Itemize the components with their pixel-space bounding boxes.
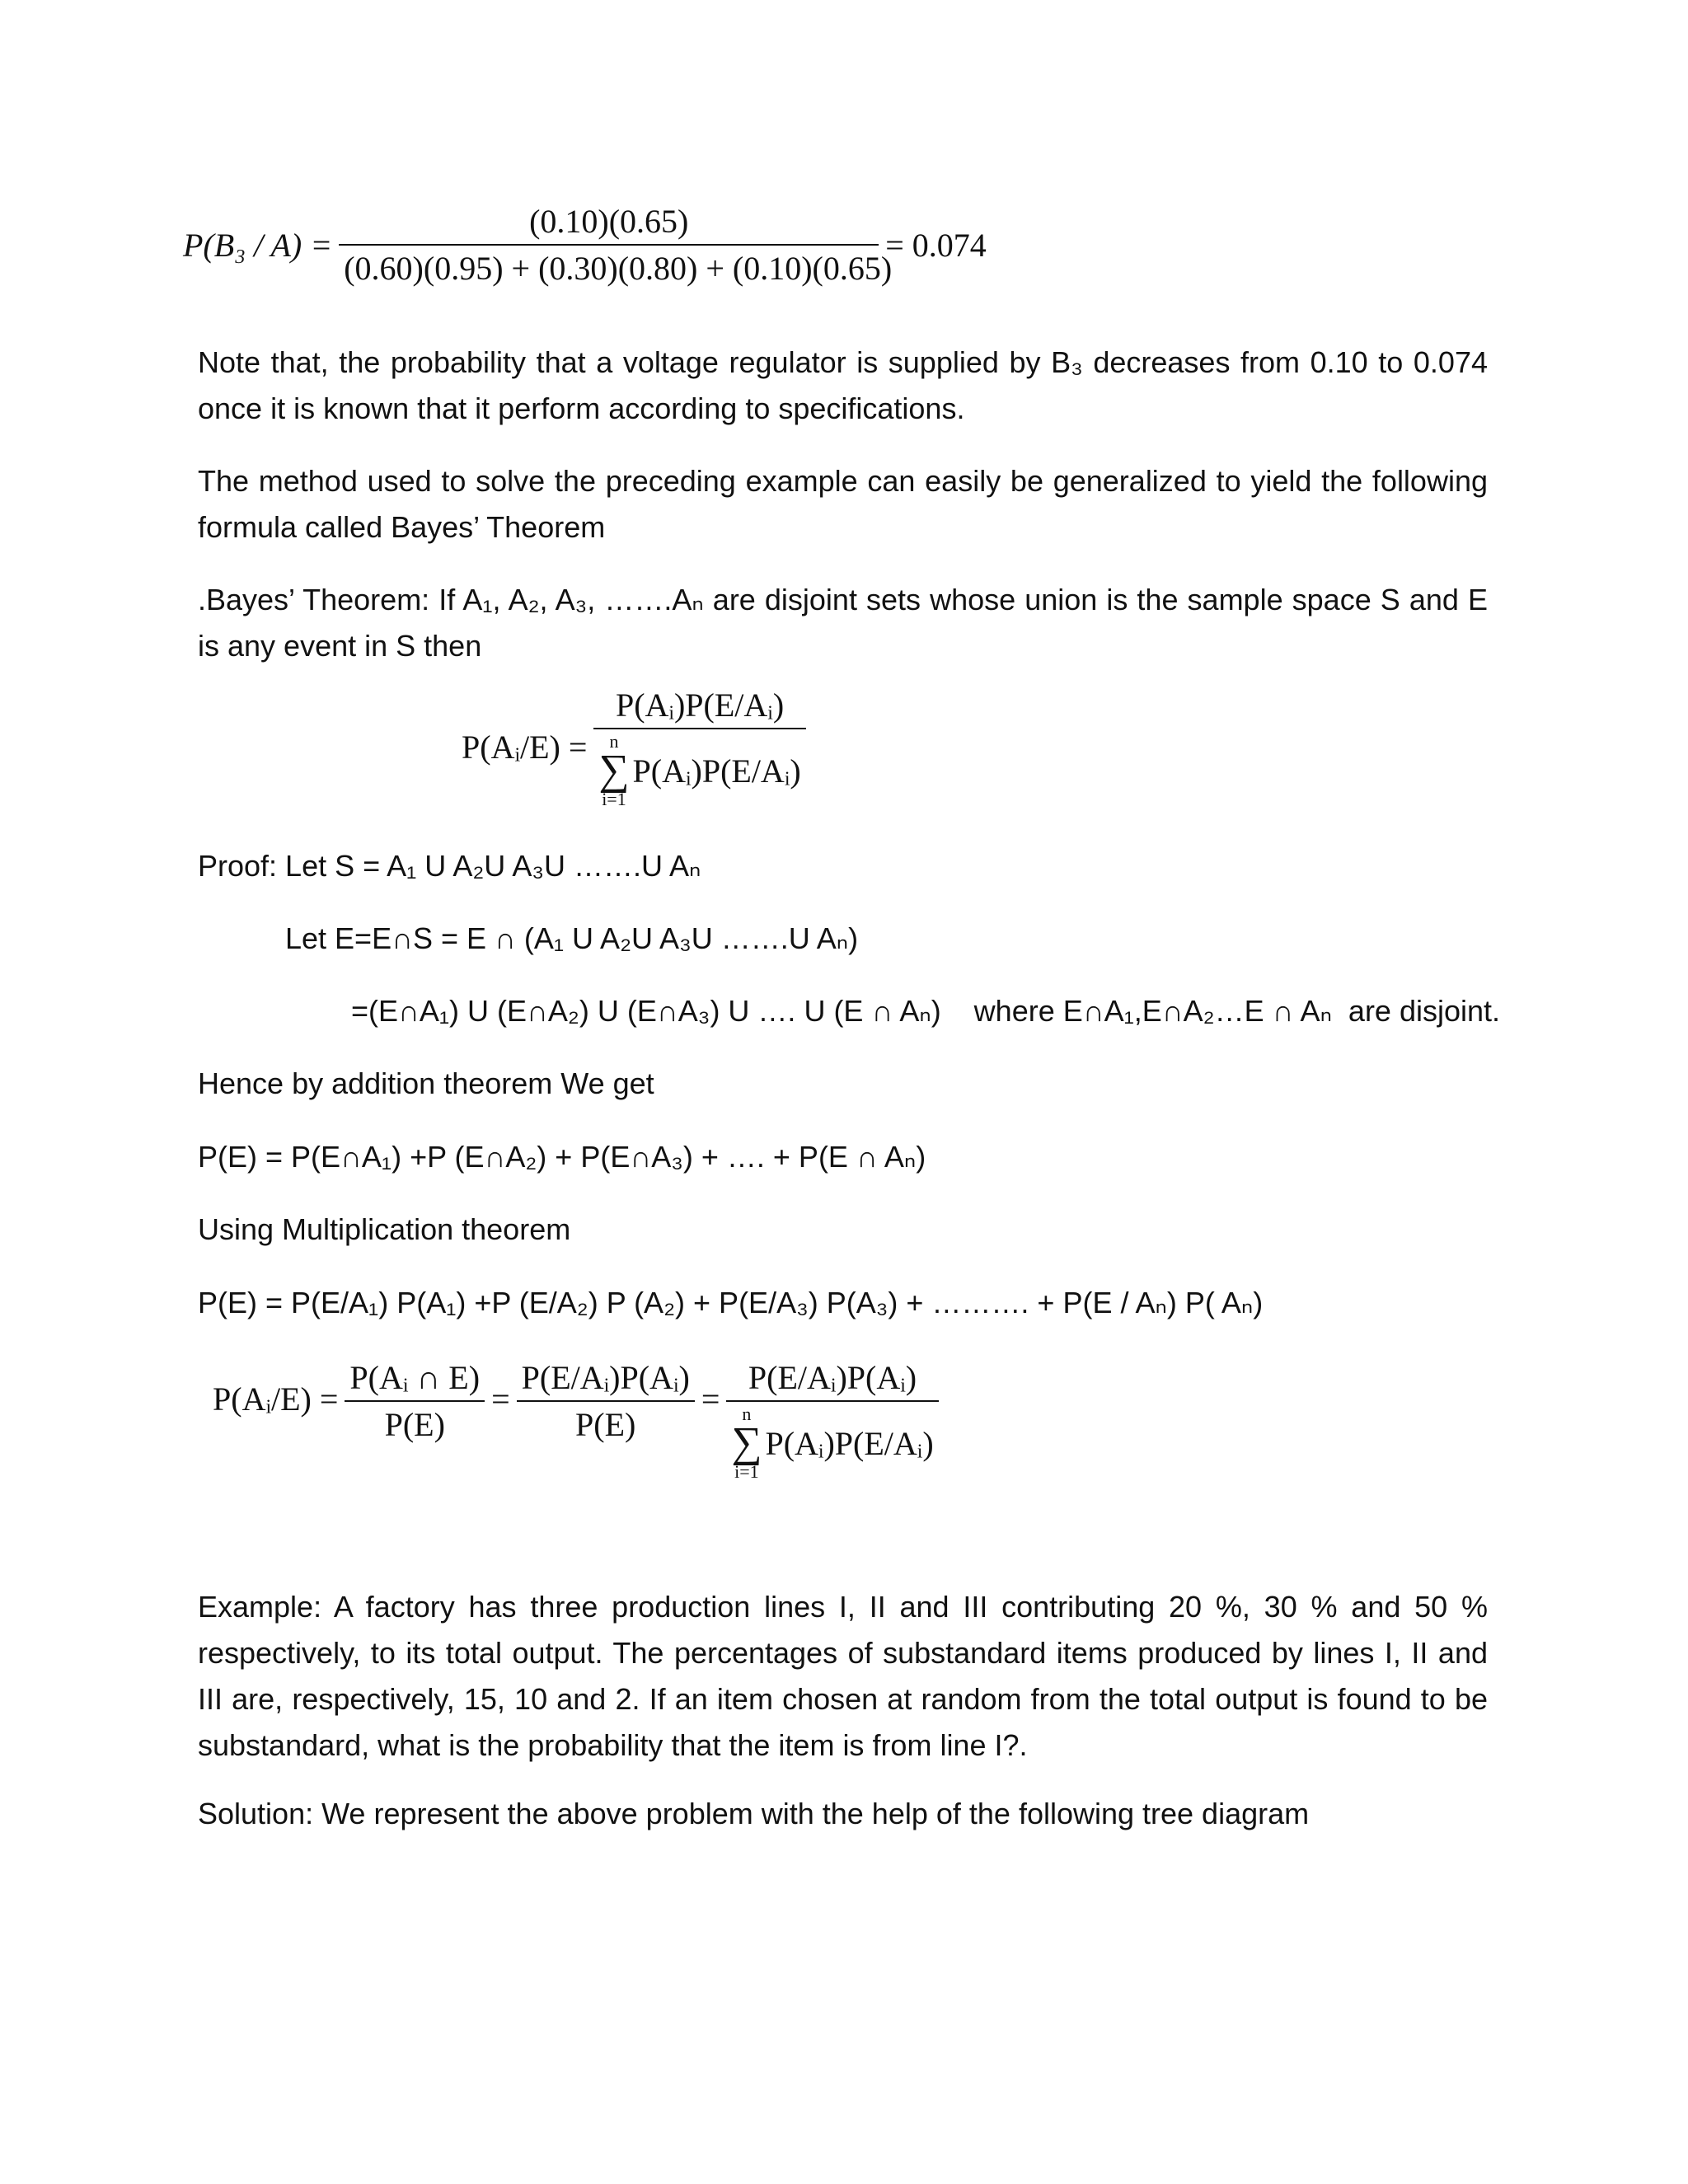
fraction-denominator: (0.60)(0.95) + (0.30)(0.80) + (0.10)(0.65) xyxy=(339,244,879,288)
fraction-denominator xyxy=(593,728,805,808)
proof-line-3: =(E∩A₁) U (E∩A₂) U (E∩A₃) U …. U (E ∩ Aₙ) where E∩A₁,E∩A₂…E ∩ Aₙ are disjoint. xyxy=(351,994,1501,1028)
paragraph-note: Note that, the probability that a voltage regulator is supplied by B₃ decreases from 0.10 to 0.074 once it is known that it perform according to specifications. xyxy=(198,345,1488,425)
summation xyxy=(598,733,629,808)
fraction-numerator: P(E/Aᵢ)P(Aᵢ) xyxy=(748,1359,917,1396)
summation-term: P(Aᵢ)P(E/Aᵢ) xyxy=(765,1424,934,1462)
fraction-denominator: P(E) xyxy=(345,1400,485,1444)
fraction xyxy=(339,202,893,288)
summation-upper-limit: n xyxy=(742,1404,752,1424)
proof-line-1: Proof: Let S = A₁ U A₂U A₃U …….U Aₙ xyxy=(198,849,701,883)
equals-sign: = xyxy=(701,1380,720,1418)
equation-lhs: P(Aᵢ/E) = xyxy=(213,1380,339,1418)
equation-multiplication: P(E) = P(E/A₁) P(A₁) +P (E/A₂) P (A₂) + P(E/A₃) P(A₃) + ………. + P(E / Aₙ) P( Aₙ) xyxy=(198,1286,1264,1319)
fraction-3 xyxy=(726,1358,938,1481)
summation-term: P(Aᵢ)P(E/Aᵢ) xyxy=(632,752,801,790)
paragraph-solution: Solution: We represent the above problem with the help of the following tree diagram xyxy=(198,1797,1310,1830)
fraction-denominator: P(E) xyxy=(517,1400,695,1444)
equation-lhs: P(Aᵢ/E) = xyxy=(462,729,588,766)
fraction-2 xyxy=(517,1358,695,1444)
equation-p-b3-given-a xyxy=(183,202,993,288)
paragraph-bayes-theorem: .Bayes’ Theorem: If A₁, A₂, A₃, …….Aₙ are disjoint sets whose union is the sample space S and E is any event in S then xyxy=(198,583,1488,663)
fraction-1 xyxy=(345,1358,485,1444)
summation-sign: ∑ xyxy=(731,1419,762,1466)
fraction xyxy=(593,686,805,808)
paragraph-multiplication: Using Multiplication theorem xyxy=(198,1212,571,1246)
equation-bayes-derivation xyxy=(213,1358,945,1481)
summation-upper-limit: n xyxy=(609,731,619,752)
equation-result: = 0.074 xyxy=(885,226,987,264)
fraction-numerator: P(Aᵢ ∩ E) xyxy=(349,1359,481,1396)
fraction-numerator: P(E/Aᵢ)P(Aᵢ) xyxy=(521,1359,690,1396)
summation-lower-limit: i=1 xyxy=(734,1461,759,1482)
paragraph-example: Example: A factory has three production lines I, II and III contributing 20 %, 30 % and 50 % respectively, to its total output. The percentages of substandard items produced by lines I, II and III are, respectively, 15, 10 and 2. If an item chosen at random from the total output is found to be substandard, what is the probability that the item is from line I?. xyxy=(198,1590,1488,1762)
summation-lower-limit: i=1 xyxy=(602,789,626,809)
fraction-denominator xyxy=(726,1400,938,1481)
paragraph-hence: Hence by addition theorem We get xyxy=(198,1066,654,1100)
fraction-numerator: (0.10)(0.65) xyxy=(529,203,689,240)
fraction-numerator: P(Aᵢ)P(E/Aᵢ) xyxy=(615,687,785,724)
paragraph-method: The method used to solve the preceding example can easily be generalized to yield the following formula called Bayes’ Theorem xyxy=(198,464,1488,544)
equation-addition: P(E) = P(E∩A₁) +P (E∩A₂) + P(E∩A₃) + …. + P(E ∩ Aₙ) xyxy=(198,1140,926,1174)
equation-lhs: P(B₃ / A) = xyxy=(183,226,333,264)
equals-sign: = xyxy=(491,1380,510,1418)
equation-bayes xyxy=(462,686,813,808)
summation-sign: ∑ xyxy=(598,747,630,794)
proof-line-2: Let E=E∩S = E ∩ (A₁ U A₂U A₃U …….U Aₙ) xyxy=(285,921,859,955)
summation xyxy=(731,1405,762,1481)
